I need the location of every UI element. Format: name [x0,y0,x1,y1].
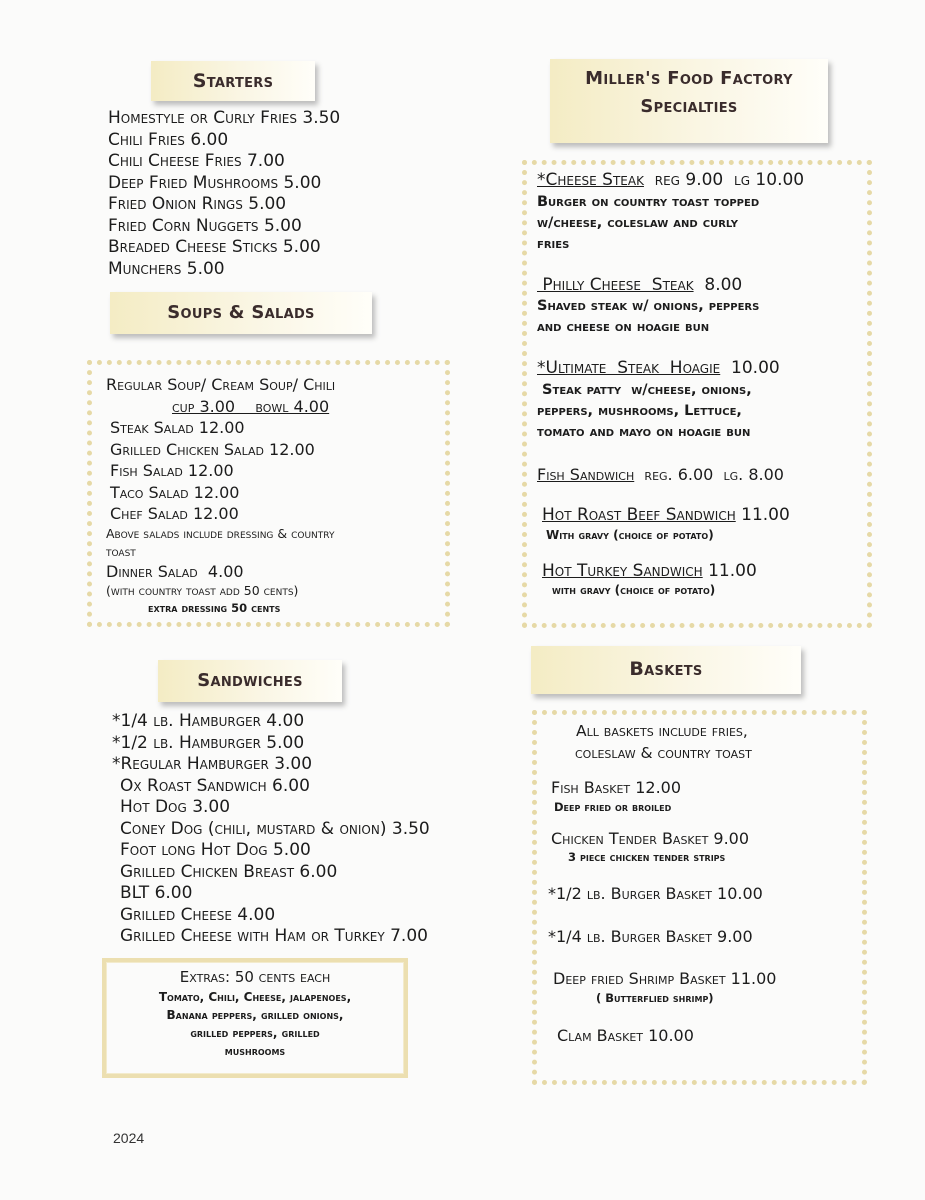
extras-content [106,966,404,1060]
list-item: Fish Salad 12.00 [110,461,234,480]
list-item: *1/2 lb. Hamburger 5.00 [112,732,305,753]
sandwiches-header [158,660,342,702]
list-item: BLT 6.00 [120,883,193,903]
list-item: Munchers 5.00 [108,258,225,279]
ultimate-desc: Steak patty w/cheese, onions, [537,381,752,398]
chicken-basket-note: 3 piece chicken tender strips [568,850,726,864]
half-burger-basket: *1/2 lb. Burger Basket 10.00 [548,884,763,903]
soup-prices: cup 3.00 bowl 4.00 [172,396,330,416]
baskets-content [548,720,858,1046]
dinner-salad: Dinner Salad 4.00 [106,561,244,581]
philly-item [537,275,867,297]
list-item: *Regular Hamburger 3.00 [112,754,313,774]
specialties-title-line2: Specialties [640,96,738,117]
list-item: Homestyle or Curly Fries 3.50 [108,108,341,128]
cheese-steak-price: reg 9.00 lg 10.00 [643,170,805,190]
roast-beef-name: Hot Roast Beef Sandwich [542,505,736,525]
roast-beef-desc: With gravy (choice of potato) [546,527,714,542]
starters-header [151,61,315,101]
cheese-steak-desc: fries [537,235,570,252]
list-item: Foot long Hot Dog 5.00 [120,840,311,860]
chicken-basket: Chicken Tender Basket 9.00 [551,828,750,848]
shrimp-basket: Deep fried Shrimp Basket 11.00 [553,969,777,988]
list-item: Steak Salad 12.00 [110,418,245,437]
list-item: *1/4 lb. Hamburger 4.00 [112,711,305,731]
fish-basket-note: Deep fried or broiled [554,799,672,814]
turkey-price: 11.00 [702,560,757,581]
turkey-desc: with gravy (choice of potato) [552,583,716,597]
turkey-name: Hot Turkey Sandwich [542,560,703,581]
cheese-steak-desc: w/cheese, coleslaw and curly [537,214,738,231]
baskets-title: Baskets [629,658,703,680]
list-item: Breaded Cheese Sticks 5.00 [108,237,321,257]
specialties-content [537,170,867,599]
salad-note-line1: Above salads include dressing & country [106,525,335,541]
shrimp-basket-note: ( Butterflied shrimp) [596,990,714,1005]
extra-dressing: extra dressing 50 cents [148,601,281,615]
list-item: Deep Fried Mushrooms 5.00 [108,172,322,193]
soups-salads-title: Soups & Salads [167,302,315,323]
list-item: Taco Salad 12.00 [110,482,240,502]
cheese-steak-item [537,170,867,192]
soup-line: Regular Soup/ Cream Soup/ Chili [106,375,336,394]
fish-sandwich-name: Fish Sandwich [537,464,635,484]
list-item: Grilled Chicken Breast 6.00 [120,861,338,882]
ultimate-desc: peppers, mushrooms, Lettuce, [537,402,742,419]
list-item: Chef Salad 12.00 [110,504,239,523]
philly-price: 8.00 [693,274,743,295]
roast-beef-item [537,505,867,527]
list-item: Chili Cheese Fries 7.00 [108,151,285,171]
list-item: Hot Dog 3.00 [120,797,231,817]
baskets-header [531,646,801,694]
cheese-steak-desc: Burger on country toast topped [537,193,760,210]
soups-salads-content [106,374,436,617]
cheese-steak-name: *Cheese Steak [537,170,644,190]
baskets-intro: coleslaw & country toast [575,744,752,762]
extras-title: Extras: 50 cents each [179,968,331,986]
philly-desc: Shaved steak w/ onions, peppers [537,298,760,314]
ultimate-desc: tomato and mayo on hoagie bun [537,423,751,440]
ultimate-price: 10.00 [720,358,780,378]
baskets-intro: All baskets include fries, [576,722,748,740]
extras-line: Banana peppers, grilled onions, [166,1008,344,1022]
specialties-title-line1: Miller's Food Factory [585,68,793,89]
fish-sandwich-item [537,464,867,486]
extras-line: Tomato, Chili, Cheese, jalapenoes, [158,990,352,1004]
dinner-salad-note: (with country toast add 50 cents) [106,583,299,598]
list-item: Grilled Chicken Salad 12.00 [110,439,315,459]
extras-line: mushrooms [224,1044,286,1058]
list-item: Fried Corn Nuggets 5.00 [108,215,302,236]
list-item: Grilled Cheese 4.00 [120,904,276,925]
list-item: Ox Roast Sandwich 6.00 [120,775,310,796]
turkey-item [537,561,867,583]
soups-salads-header [110,292,372,334]
philly-desc: and cheese on hoagie bun [537,319,710,335]
starters-title: Starters [192,70,274,92]
list-item: Coney Dog (chili, mustard & onion) 3.50 [120,818,430,839]
list-item: Grilled Cheese with Ham or Turkey 7.00 [120,926,428,946]
sandwiches-title: Sandwiches [197,670,303,691]
sandwiches-list [112,711,430,948]
fish-sandwich-price: reg. 6.00 lg. 8.00 [634,464,784,484]
specialties-header [550,59,828,143]
quarter-burger-basket: *1/4 lb. Burger Basket 9.00 [548,926,753,946]
ultimate-name: *Ultimate Steak Hoagie [537,358,721,378]
list-item: Chili Fries 6.00 [108,129,229,150]
starters-list [108,108,340,280]
ultimate-item [537,358,867,380]
extras-line: grilled peppers, grilled [190,1026,320,1040]
philly-name: Philly Cheese Steak [537,274,694,295]
list-item: Fried Onion Rings 5.00 [108,194,287,214]
roast-beef-price: 11.00 [735,505,790,525]
footer-year: 2024 [113,1130,145,1146]
fish-basket: Fish Basket 12.00 [551,778,682,797]
salad-note-line2: toast [106,543,136,559]
clam-basket: Clam Basket 10.00 [557,1025,694,1045]
